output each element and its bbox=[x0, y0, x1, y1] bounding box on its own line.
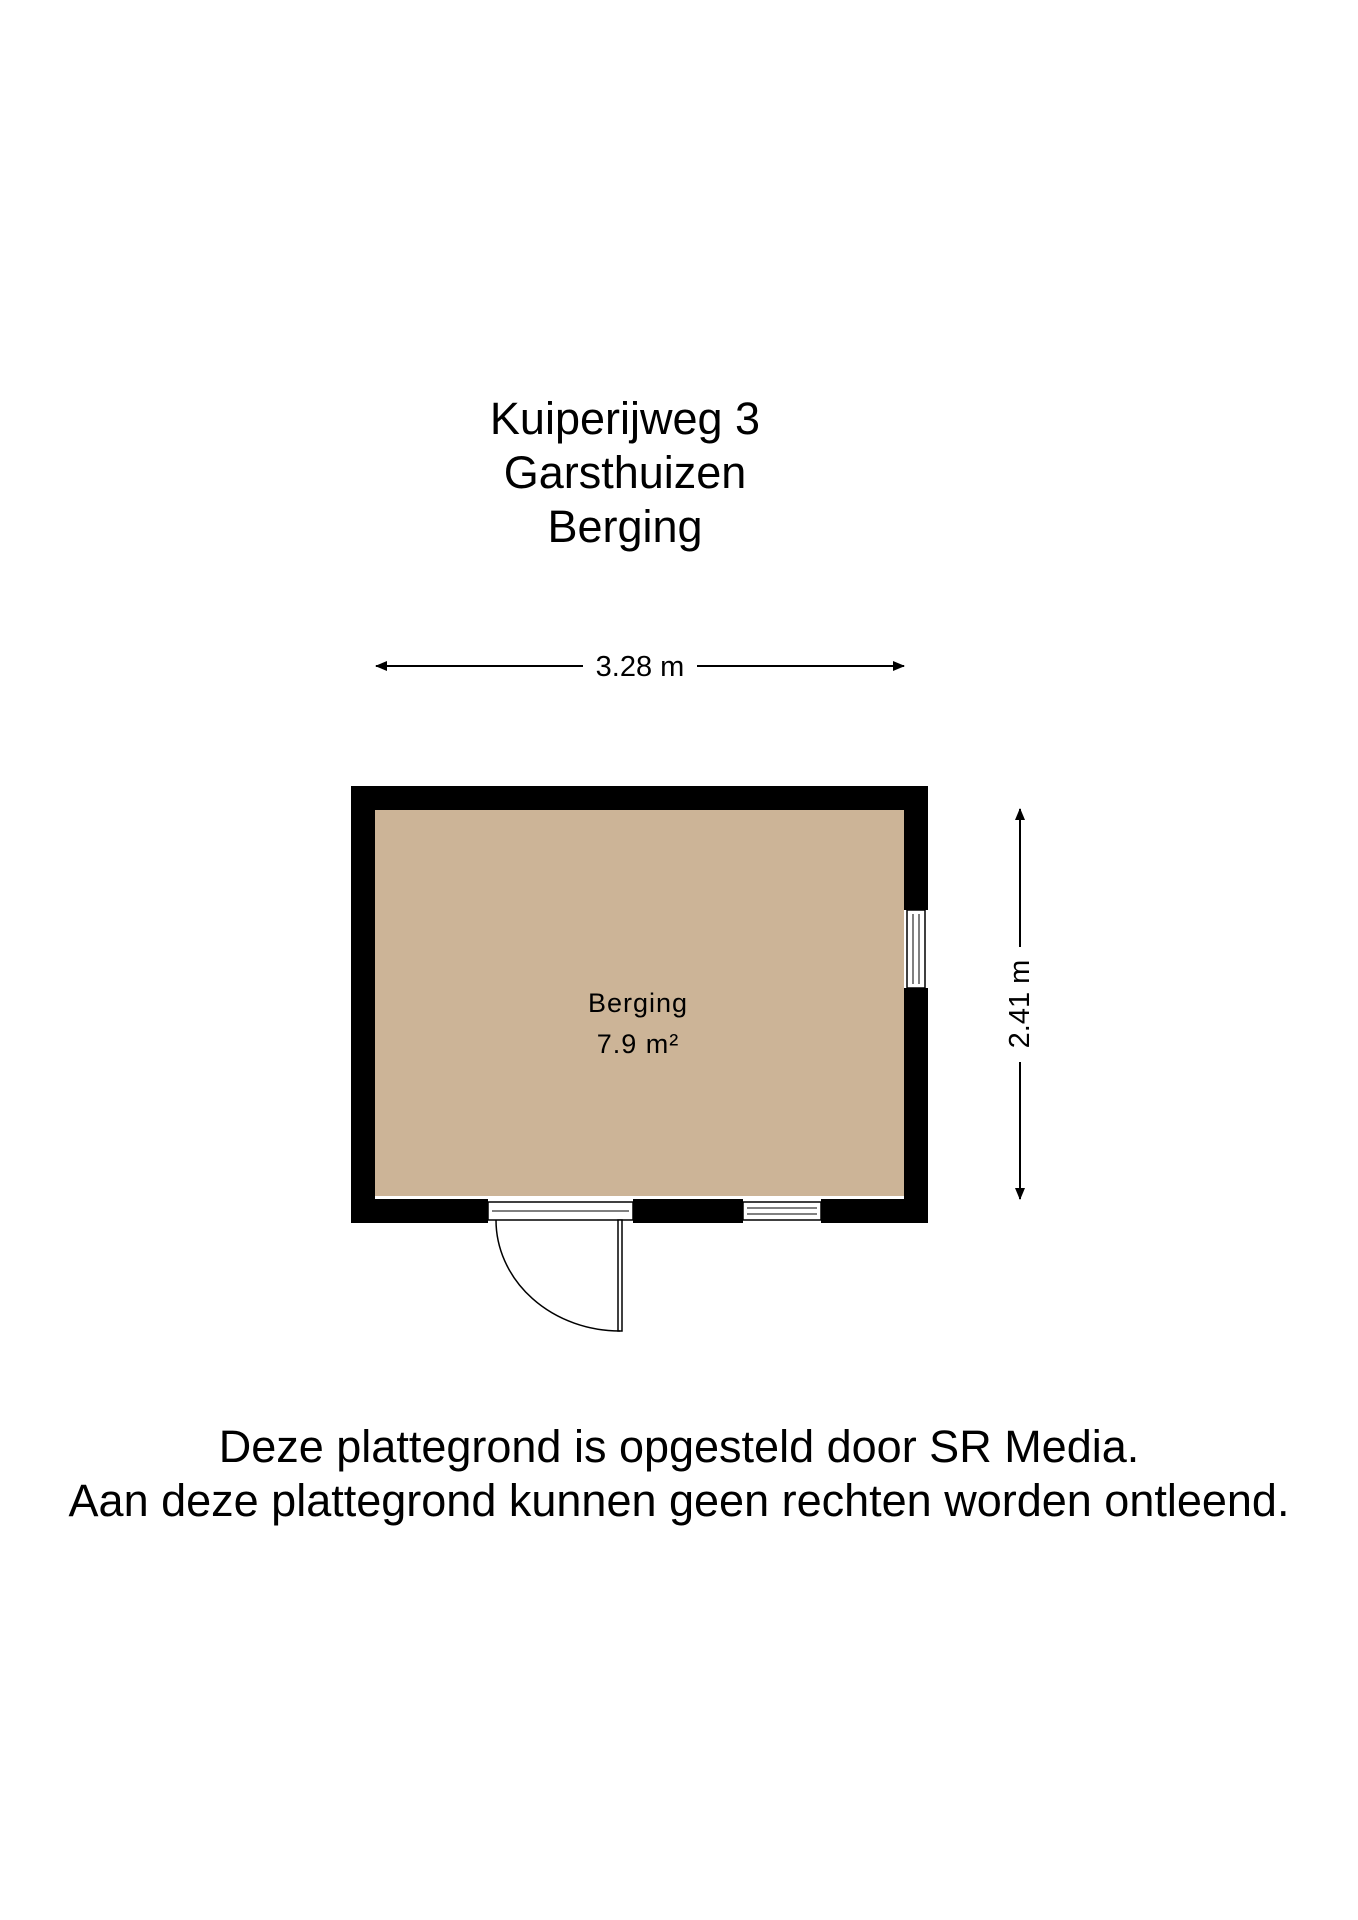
wall-bottom-middle bbox=[633, 1199, 743, 1223]
window-bottom bbox=[743, 1202, 821, 1220]
wall-right-upper bbox=[904, 786, 928, 910]
door-leaf bbox=[618, 1220, 622, 1331]
height-dimension-label: 2.41 m bbox=[1004, 959, 1036, 1049]
window-right bbox=[907, 910, 925, 988]
disclaimer bbox=[0, 1420, 1358, 1528]
door bbox=[488, 1202, 633, 1331]
disclaimer-line-2: Aan deze plattegrond kunnen geen rechten worden ontleend. bbox=[68, 1475, 1290, 1526]
width-dimension-label: 3.28 m bbox=[595, 651, 685, 683]
building-title: Berging bbox=[547, 501, 703, 552]
address-title: Kuiperijweg 3 bbox=[489, 393, 761, 444]
wall-right-lower bbox=[904, 988, 928, 1223]
width-dimension bbox=[376, 651, 904, 683]
city-title: Garsthuizen bbox=[503, 447, 747, 498]
wall-bottom-left bbox=[351, 1199, 488, 1223]
wall-top bbox=[351, 786, 928, 810]
window-right-frame bbox=[907, 910, 925, 988]
wall-bottom-right bbox=[821, 1199, 928, 1223]
disclaimer-line-1: Deze plattegrond is opgesteld door SR Media. bbox=[218, 1421, 1140, 1472]
room-name-label: Berging bbox=[587, 988, 689, 1018]
window-bottom-frame bbox=[743, 1202, 821, 1220]
height-dimension bbox=[1004, 809, 1036, 1199]
room-area-label: 7.9 m² bbox=[596, 1029, 680, 1059]
wall-left bbox=[351, 786, 375, 1223]
door-swing-arc bbox=[496, 1220, 620, 1331]
